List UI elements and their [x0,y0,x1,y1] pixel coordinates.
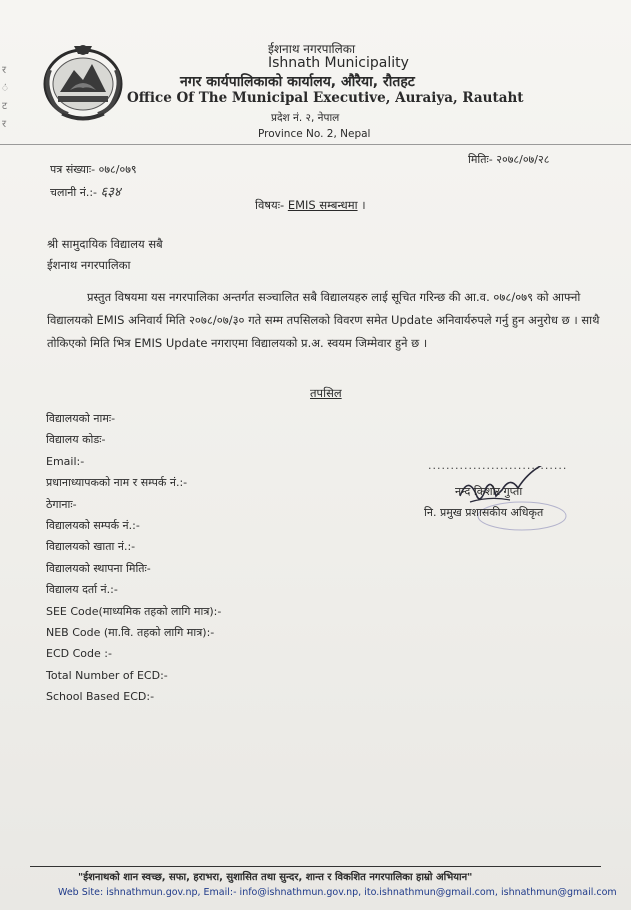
ref-value: ०७८/०७९ [98,163,137,176]
signature-scribble-icon [410,466,580,536]
letter-date [468,152,549,167]
letter-body [47,286,607,355]
signatory-title: नि. प्रमुख प्रशासकीय अधिकृत [424,506,544,519]
footer-contact: Web Site: ishnathmun.gov.np, Email:- info@ishnathmun.gov.np, ito.ishnathmun@gmail.com, ishnathmun@gmail.com [58,887,617,898]
field-school-name: विद्यालयको नामः- [46,412,116,425]
province-np: प्रदेश नं. २, नेपाल [271,112,340,124]
field-established-date: विद्यालयको स्थापना मितिः- [46,561,151,575]
date-value: २०७८/०७/२८ [496,153,550,166]
field-school-code: विद्यालय कोडः- [46,433,106,447]
date-label: मितिः- [468,153,493,166]
signatory-name: नन्द किशोर गुप्ता [455,485,523,498]
addressee-line-1: श्री सामुदायिक विद्यालय सबै [47,237,163,251]
footer-slogan: "ईशनाथको शान स्वच्छ, सफा, हराभरा, सुशासित तथा सुन्दर, शान्त र विकशित नगरपालिका हाम्रो अभियान" [78,872,473,883]
dispatch-number [50,182,121,200]
office-name-np: नगर कार्यपालिकाको कार्यालय, औरैया, रौतहट [180,74,415,90]
field-total-ecd: Total Number of ECD:- [46,668,168,682]
municipality-name-en: Ishnath Municipality [268,55,409,71]
field-list [46,408,221,707]
body-paragraph: प्रस्तुत विषयमा यस नगरपालिका अन्तर्गत सञ्चालित सबै विद्यालयहरु लाई सूचित गरिन्छ की आ.व. ०७८/०७९ को आफ्नो विद्यालयको EMIS अनिवार्य मिति २०७८/०७/३० गते सम्म तपसिलको विवरण समेत Update अनिवार्यरुपले गर्नु हुन अनुरोध छ । साथै तोकिएको मिति भित्र EMIS Update नगराएमा विद्यालयको प्र.अ. स्वयम जिम्मेवार हुने छ । [47,290,600,350]
field-registration-number: विद्यालय दर्ता नं.:- [46,583,118,597]
office-name-en: Office Of The Municipal Executive, Auraiya, Rautaht [127,90,524,106]
subject-line [255,198,366,213]
field-ecd-code: ECD Code :- [46,647,112,661]
ref-number [50,162,137,177]
footer-divider [30,866,601,867]
field-school-based-ecd: School Based ECD:- [46,690,155,704]
field-account-number: विद्यालयको खाता नं.:- [46,540,136,554]
margin-marks: र ं ट र [2,65,8,130]
subject-label: विषयः- [255,198,285,212]
details-heading: तपसिल [310,386,342,400]
dispatch-label: चलानी नं.:- [50,186,98,199]
municipality-name-np: ईशनाथ नगरपालिका [268,42,356,56]
province-en: Province No. 2, Nepal [258,128,371,140]
header-divider [0,144,631,145]
dispatch-value: ६३४ [100,185,121,200]
signature-line: ............................... [428,459,568,472]
subject-value: EMIS सम्बन्धमा [287,198,358,212]
subject-end: । [361,198,366,212]
ref-label: पत्र संख्याः- [50,163,96,176]
field-headteacher-contact: प्रधानाध्यापकको नाम र सम्पर्क नं.:- [46,476,188,490]
addressee-line-2: ईशनाथ नगरपालिका [47,258,131,272]
field-school-contact: विद्यालयको सम्पर्क नं.:- [46,518,140,532]
field-email: Email:- [46,454,85,468]
field-address: ठेगानाः- [46,497,77,511]
nepal-emblem-icon [40,40,126,122]
field-neb-code: NEB Code (मा.वि. तहको लागि मात्र):- [46,625,215,639]
field-see-code: SEE Code(माध्यमिक तहको लागि मात्र):- [46,604,222,618]
